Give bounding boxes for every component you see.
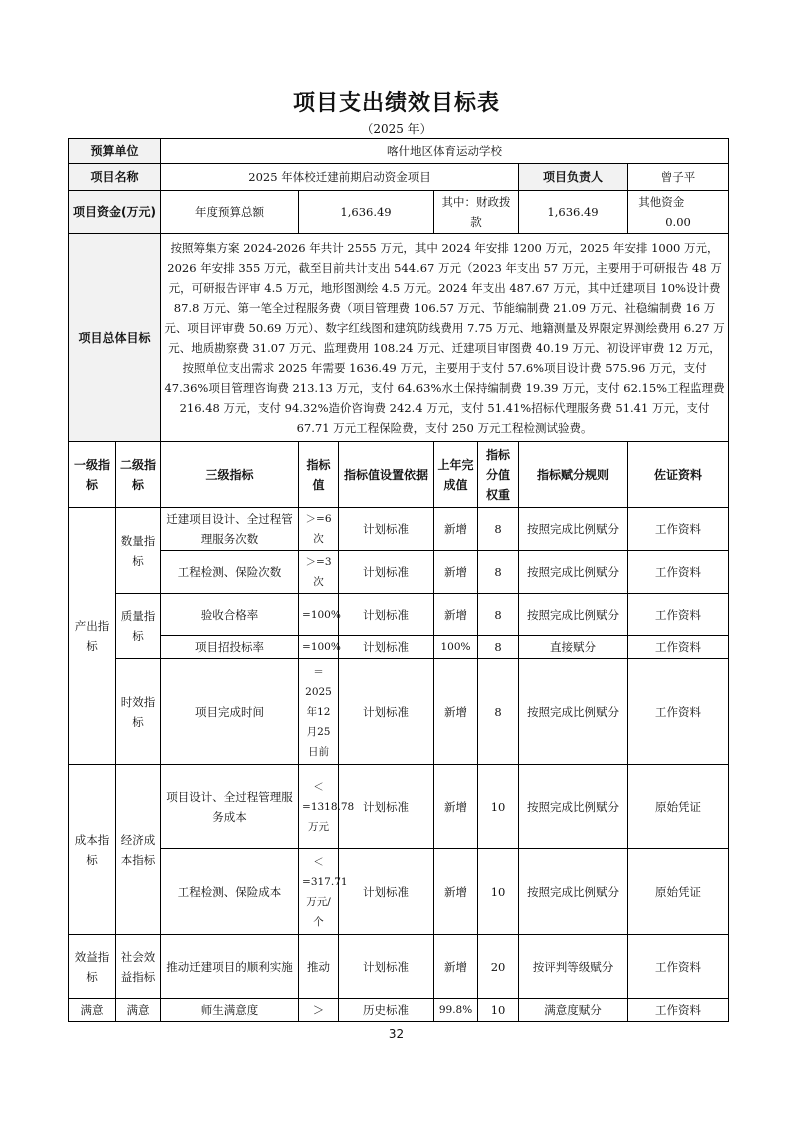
subgroup-satisfaction: 满意: [116, 999, 161, 1022]
table-row: [69, 594, 729, 636]
indicator-evidence: 工作资料: [628, 935, 729, 999]
subgroup-quantity: 数量指标: [116, 508, 161, 594]
header-level1: 一级指标: [69, 442, 116, 508]
group-output: 产出指标: [69, 508, 116, 765]
indicator-value: ＞: [299, 999, 339, 1022]
funds-row: [69, 191, 729, 234]
indicator-evidence: 工作资料: [628, 508, 729, 551]
indicator-name: 项目招投标率: [161, 636, 299, 659]
indicator-evidence: 原始凭证: [628, 849, 729, 935]
group-cost: 成本指标: [69, 765, 116, 935]
indicator-rule: 按照完成比例赋分: [519, 551, 628, 594]
indicator-weight: 10: [478, 999, 519, 1022]
indicator-rule: 按照完成比例赋分: [519, 765, 628, 849]
other-funds-label: 其他资金: [638, 195, 685, 209]
table-row: [69, 551, 729, 594]
project-name-label: 项目名称: [69, 164, 161, 191]
indicator-evidence: 工作资料: [628, 594, 729, 636]
subgroup-social: 社会效益指标: [116, 935, 161, 999]
indicator-weight: 10: [478, 849, 519, 935]
other-funds-value: 0.00: [665, 215, 691, 229]
annual-budget-label: 年度预算总额: [161, 191, 299, 234]
indicator-value: ＜=317.71万元/个: [299, 849, 339, 935]
indicator-name: 项目设计、全过程管理服务成本: [161, 765, 299, 849]
page-title: 项目支出绩效目标表: [292, 91, 500, 116]
table-row: [69, 849, 729, 935]
table-row: [69, 765, 729, 849]
goal-row: [69, 234, 729, 442]
indicator-last-year: 新增: [434, 765, 478, 849]
indicator-basis: 计划标准: [339, 594, 434, 636]
indicator-value: =100%: [299, 594, 339, 636]
unit-label: 预算单位: [69, 139, 161, 164]
header-last-year: 上年完成值: [434, 442, 478, 508]
unit-row: [69, 139, 729, 164]
indicator-basis: 计划标准: [339, 551, 434, 594]
indicator-weight: 8: [478, 551, 519, 594]
indicator-header-row: [69, 442, 729, 508]
indicator-evidence: 工作资料: [628, 659, 729, 765]
indicator-weight: 8: [478, 508, 519, 551]
indicator-rule: 按照完成比例赋分: [519, 659, 628, 765]
indicator-name: 迁建项目设计、全过程管理服务次数: [161, 508, 299, 551]
subgroup-timeliness: 时效指标: [116, 659, 161, 765]
indicator-value: =100%: [299, 636, 339, 659]
indicator-name: 师生满意度: [161, 999, 299, 1022]
table-row: [69, 999, 729, 1022]
indicator-last-year: 新增: [434, 594, 478, 636]
indicator-last-year: 新增: [434, 508, 478, 551]
group-satisfaction: 满意: [69, 999, 116, 1022]
other-funds-cell: [628, 191, 729, 234]
indicator-last-year: 新增: [434, 849, 478, 935]
header-evidence: 佐证资料: [628, 442, 729, 508]
indicator-name: 推动迁建项目的顺利实施: [161, 935, 299, 999]
indicator-value: ＞=3次: [299, 551, 339, 594]
goal-text: 按照筹集方案 2024-2026 年共计 2555 万元，其中 2024 年安排 1200 万元，2025 年安排 1000 万元，2026 年安排 355 万元，截至目前共计支出 544.67 万元（2023 年支出 57 万元，主要用于可研报告 48 万元，可研报告评审 4.5 万元，地形图测绘 4.5 万元。2024 年支出 487.67 万元，其中迁建项目 10%设计费 87.8 万元、第一笔全过程服务费（项目管理费 106.57 万元、节能编制费 21.09 万元、社稳编制费 16 万元、项目评审费 50.69 万元）、数字红线图和建筑防线费用 7.75 万元、地籍测量及界限定界测绘费用 6.27 万元、地质勘察费 31.07 万元、监理费用 108.24 万元、迁建项目审图费 40.19 万元、初设评审费 12 万元，按照单位支出需求 2025 年需要 1636.49 万元，主要用于支付 57.6%项目设计费 575.96 万元，支付 47.36%项目管理咨询费 213.13 万元，支付 64.63%水土保持编制费 19.39 万元，支付 62.15%工程监理费 216.48 万元，支付 94.32%造价咨询费 242.4 万元，支付 51.41%招标代理服务费 51.41 万元，支付 67.71 万元工程保险费，支付 250 万元工程检测试验费。: [161, 234, 729, 442]
indicator-weight: 8: [478, 594, 519, 636]
indicator-last-year: 新增: [434, 659, 478, 765]
indicator-name: 项目完成时间: [161, 659, 299, 765]
indicator-last-year: 新增: [434, 935, 478, 999]
indicator-weight: 8: [478, 659, 519, 765]
indicator-value: 推动: [299, 935, 339, 999]
page-number: 32: [388, 1027, 405, 1041]
indicator-value: ＞=6次: [299, 508, 339, 551]
indicator-evidence: 工作资料: [628, 999, 729, 1022]
goal-label: 项目总体目标: [69, 234, 161, 442]
header-basis: 指标值设置依据: [339, 442, 434, 508]
indicator-weight: 20: [478, 935, 519, 999]
indicator-last-year: 100%: [434, 636, 478, 659]
header-value: 指标值: [299, 442, 339, 508]
indicator-name: 工程检测、保险次数: [161, 551, 299, 594]
table-row: [69, 659, 729, 765]
performance-table: [68, 138, 729, 1022]
fiscal-funds-value: 1,636.49: [519, 191, 628, 234]
project-row: [69, 164, 729, 191]
header-weight: 指标分值权重: [478, 442, 519, 508]
header-level2: 二级指标: [116, 442, 161, 508]
table-row: [69, 508, 729, 551]
indicator-evidence: 工作资料: [628, 551, 729, 594]
indicator-weight: 8: [478, 636, 519, 659]
indicator-basis: 计划标准: [339, 849, 434, 935]
indicator-rule: 按评判等级赋分: [519, 935, 628, 999]
unit-value: 喀什地区体育运动学校: [161, 139, 729, 164]
indicator-name: 验收合格率: [161, 594, 299, 636]
indicator-evidence: 工作资料: [628, 636, 729, 659]
annual-budget-value: 1,636.49: [299, 191, 434, 234]
indicator-rule: 按照完成比例赋分: [519, 594, 628, 636]
indicator-rule: 按照完成比例赋分: [519, 508, 628, 551]
year-label: （2025 年）: [361, 122, 432, 136]
fiscal-funds-label: 其中：财政拨款: [434, 191, 519, 234]
subgroup-economic: 经济成本指标: [116, 765, 161, 935]
indicator-basis: 计划标准: [339, 765, 434, 849]
indicator-value: ＝2025年12月25日前: [299, 659, 339, 765]
indicator-weight: 10: [478, 765, 519, 849]
indicator-rule: 满意度赋分: [519, 999, 628, 1022]
header-rule: 指标赋分规则: [519, 442, 628, 508]
indicator-value: ＜=1318.78万元: [299, 765, 339, 849]
header-level3: 三级指标: [161, 442, 299, 508]
project-owner-label: 项目负责人: [519, 164, 628, 191]
funds-label: 项目资金(万元): [69, 191, 161, 234]
subgroup-quality: 质量指标: [116, 594, 161, 659]
indicator-basis: 计划标准: [339, 659, 434, 765]
indicator-basis: 计划标准: [339, 636, 434, 659]
project-name-value: 2025 年体校迁建前期启动资金项目: [161, 164, 519, 191]
indicator-evidence: 原始凭证: [628, 765, 729, 849]
table-row: [69, 636, 729, 659]
project-owner-value: 曾子平: [628, 164, 729, 191]
table-row: [69, 935, 729, 999]
indicator-rule: 直接赋分: [519, 636, 628, 659]
indicator-basis: 历史标准: [339, 999, 434, 1022]
indicator-name: 工程检测、保险成本: [161, 849, 299, 935]
indicator-last-year: 99.8%: [434, 999, 478, 1022]
indicator-basis: 计划标准: [339, 508, 434, 551]
indicator-last-year: 新增: [434, 551, 478, 594]
indicator-rule: 按照完成比例赋分: [519, 849, 628, 935]
indicator-basis: 计划标准: [339, 935, 434, 999]
group-benefit: 效益指标: [69, 935, 116, 999]
